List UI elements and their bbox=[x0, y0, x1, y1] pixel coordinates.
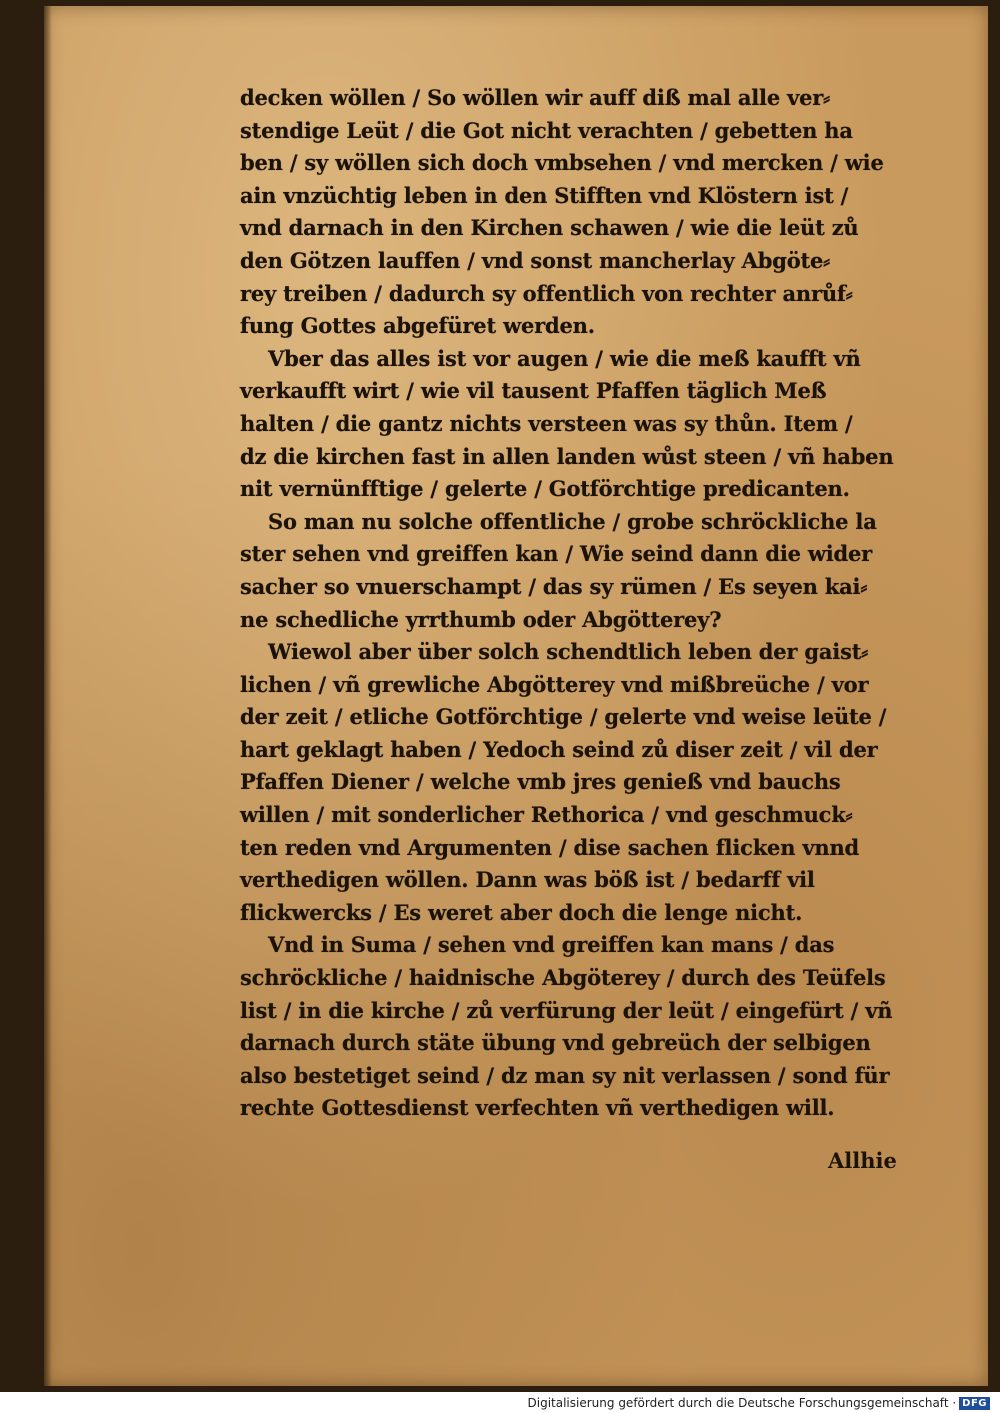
text-line: Vber das alles ist vor augen / wie die meß kaufft vñ bbox=[268, 345, 861, 371]
text-line: nit vernünfftige / gelerte / Gotförchtige predicanten. bbox=[240, 476, 850, 502]
page-edge-shadow bbox=[44, 6, 52, 1386]
text-line: ain vnzüchtig leben in den Stifften vnd Klöstern ist / bbox=[240, 182, 849, 208]
text-line: stendige Leüt / die Got nicht verachten / gebetten ha bbox=[240, 117, 853, 143]
footer-credit bbox=[528, 1396, 990, 1410]
text-line: den Götzen lauffen / vnd sonst mancherlay Abgöte⸗ bbox=[240, 247, 830, 273]
text-line: der zeit / etliche Gotförchtige / gelerte vnd weise leüte / bbox=[240, 704, 887, 730]
text-line: ben / sy wöllen sich doch vmbsehen / vnd mercken / wie bbox=[240, 150, 884, 176]
text-line: decken wöllen / So wöllen wir auff diß mal alle ver⸗ bbox=[240, 85, 830, 110]
text-line: verkaufft wirt / wie vil tausent Pfaffen täglich Meß bbox=[240, 378, 827, 404]
page-text-block bbox=[240, 82, 920, 1125]
text-line: rey treiben / dadurch sy offentlich von rechter anrůf⸗ bbox=[240, 280, 853, 306]
dfg-logo: DFG bbox=[959, 1397, 990, 1410]
footer-credit-text: Digitalisierung gefördert durch die Deutsche Forschungsgemeinschaft · bbox=[527, 1396, 957, 1410]
text-line: vnd darnach in den Kirchen schawen / wie die leüt zů bbox=[240, 215, 859, 241]
catchword: Allhie bbox=[828, 1148, 897, 1173]
text-line: ster sehen vnd greiffen kan / Wie seind dann die wider bbox=[240, 541, 873, 567]
text-line: ten reden vnd Argumenten / dise sachen flicken vnnd bbox=[240, 834, 860, 860]
text-line: dz die kirchen fast in allen landen wůst steen / vñ haben bbox=[240, 443, 894, 469]
text-line: verthedigen wöllen. Dann was böß ist / bedarff vil bbox=[240, 867, 815, 893]
text-line: lichen / vñ grewliche Abgötterey vnd mißbreüche / vor bbox=[240, 671, 869, 697]
text-line: willen / mit sonderlicher Rethorica / vnd geschmuck⸗ bbox=[240, 802, 853, 828]
text-line: So man nu solche offentliche / grobe schröckliche la bbox=[268, 508, 877, 534]
text-line: darnach durch stäte übung vnd gebreüch der selbigen bbox=[240, 1030, 871, 1056]
text-line: rechte Gottesdienst verfechten vñ verthedigen will. bbox=[240, 1095, 835, 1121]
text-line: hart geklagt haben / Yedoch seind zů diser zeit / vil der bbox=[240, 736, 878, 762]
text-line: Wiewol aber über solch schendtlich leben der gaist⸗ bbox=[268, 639, 868, 665]
text-line: Vnd in Suma / sehen vnd greiffen kan mans / das bbox=[268, 932, 835, 958]
text-line: sacher so vnuerschampt / das sy rümen / Es seyen kai⸗ bbox=[240, 573, 868, 599]
text-line: flickwercks / Es weret aber doch die lenge nicht. bbox=[240, 899, 803, 925]
text-line: schröckliche / haidnische Abgöterey / durch des Teüfels bbox=[240, 965, 886, 991]
text-line: Pfaffen Diener / welche vmb jres genieß vnd bauchs bbox=[240, 769, 841, 795]
text-line: halten / die gantz nichts versteen was sy thůn. Item / bbox=[240, 410, 853, 436]
text-line: ne schedliche yrrthumb oder Abgötterey? bbox=[240, 606, 722, 632]
text-line: also bestetiget seind / dz man sy nit verlassen / sond für bbox=[240, 1062, 890, 1088]
text-line: fung Gottes abgefüret werden. bbox=[240, 313, 595, 339]
text-line: list / in die kirche / zů verfürung der leüt / eingefürt / vñ bbox=[240, 997, 893, 1023]
